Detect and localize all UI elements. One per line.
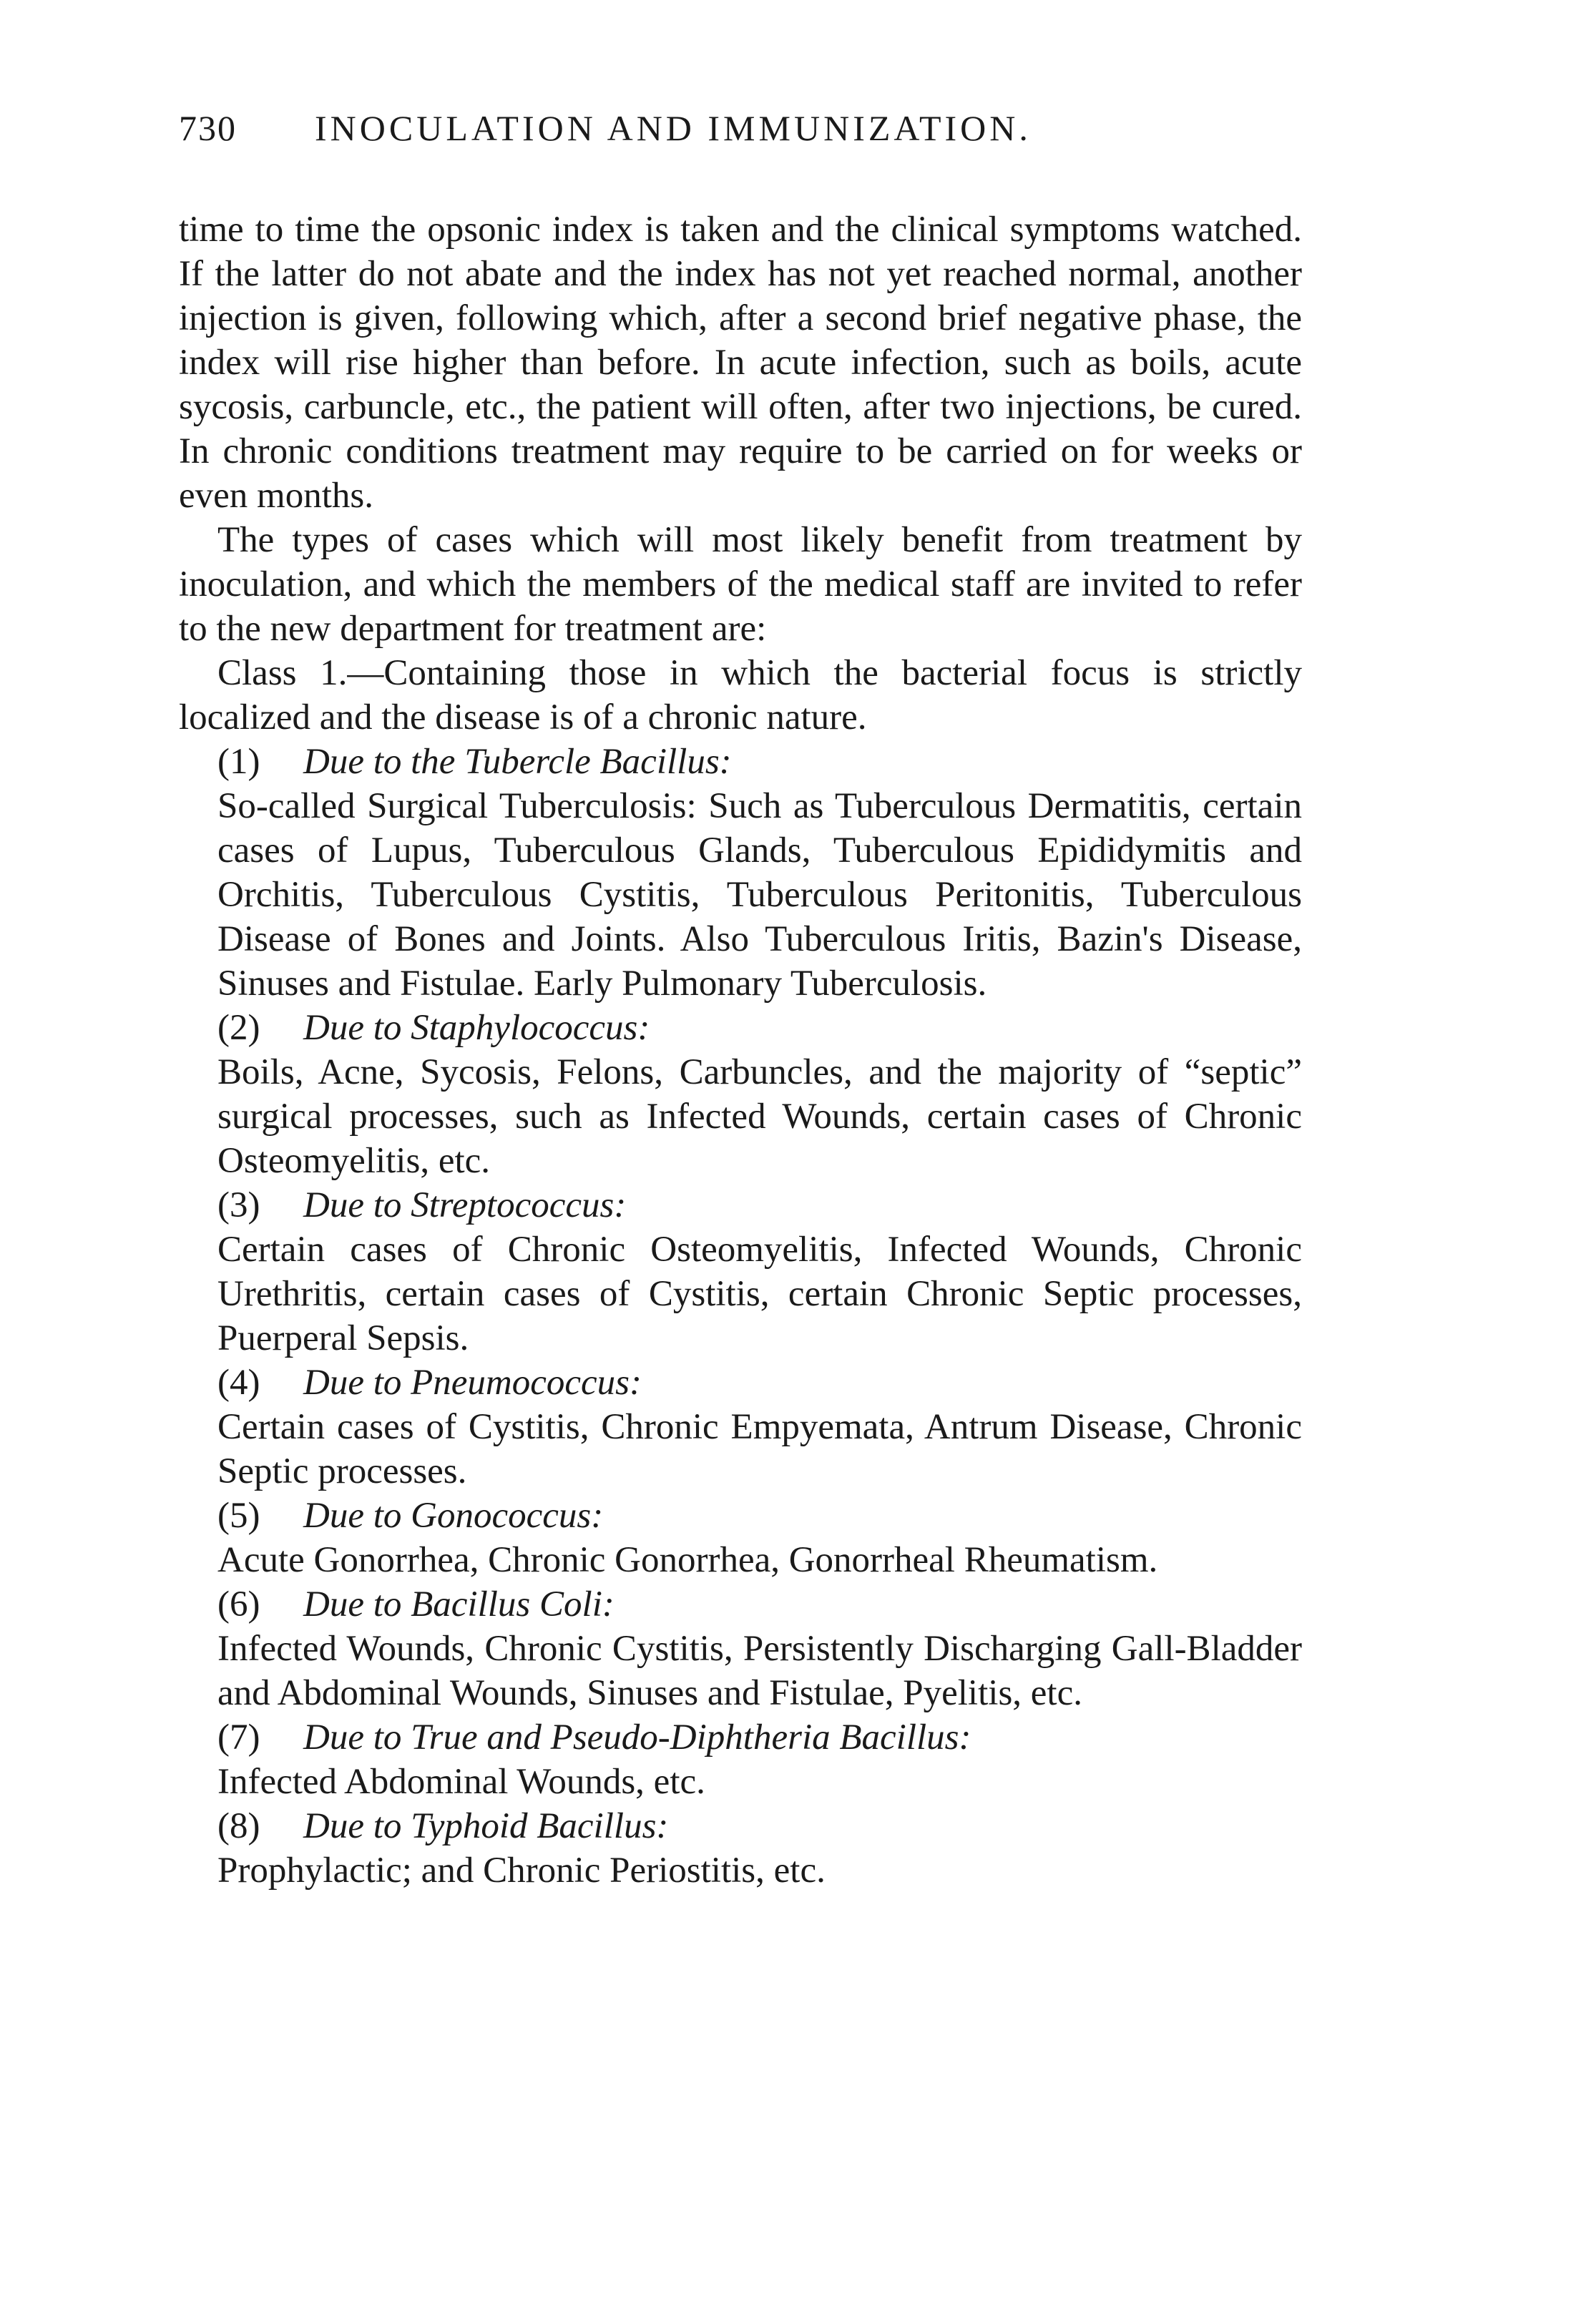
cause-heading [179,1183,1302,1227]
cause-title: Due to Staphylococcus: [303,1008,650,1048]
cause-2 [179,1006,1302,1183]
cause-number: (8) [217,1806,260,1846]
paragraph-types-of-cases: The types of cases which will most likely benefit from treatment by inoculation, and which the members of the medical staff are invited to refer to the new department for treatment are: [179,520,1302,649]
cause-3 [179,1183,1302,1361]
class-1-intro: Class 1.—Containing those in which the bacterial focus is strictly localized and the disease is of a chronic nature. [179,653,1302,737]
cause-body: Acute Gonorrhea, Chronic Gonorrhea, Gonorrheal Rheumatism. [217,1540,1158,1580]
cause-body: Certain cases of Cystitis, Chronic Empyemata, Antrum Disease, Chronic Septic processes. [217,1407,1302,1491]
cause-title: Due to Streptococcus: [303,1185,627,1225]
cause-number: (2) [217,1008,260,1048]
cause-body: So-called Surgical Tuberculosis: Such as Tuberculous Dermatitis, certain cases of Lupus, Tuberculous Glands, Tuberculous Epididymitis and Orchitis, Tuberculous Cystitis, Tuberculous Peritonitis, Tuberculous Disease of Bones and Joints. Also Tuberculous Iritis, Bazin's Disease, Sinuses and Fistulae. Early Pulmonary Tuberculosis. [217,786,1302,1004]
cause-1 [179,740,1302,1006]
cause-7 [179,1715,1302,1804]
cause-title: Due to Pneumococcus: [303,1363,642,1403]
cause-heading [179,1361,1302,1405]
cause-number: (7) [217,1717,260,1758]
cause-heading [179,1715,1302,1760]
cause-heading [179,1006,1302,1050]
cause-body: Certain cases of Chronic Osteomyelitis, Infected Wounds, Chronic Urethritis, certain cases of Cystitis, certain Chronic Septic processes, Puerperal Sepsis. [217,1230,1302,1358]
cause-body: Infected Wounds, Chronic Cystitis, Persistently Discharging Gall-Bladder and Abdominal Wounds, Sinuses and Fistulae, Pyelitis, etc. [217,1629,1302,1713]
cause-title: Due to Gonococcus: [303,1496,604,1536]
cause-6 [179,1582,1302,1715]
cause-heading [179,1582,1302,1627]
cause-number: (4) [217,1363,260,1403]
page-number: 730 [179,108,237,148]
cause-title: Due to the Tubercle Bacillus: [303,742,732,782]
running-head [179,107,1302,165]
cause-title: Due to Bacillus Coli: [303,1584,615,1624]
cause-heading [179,1494,1302,1538]
cause-number: (6) [217,1584,260,1624]
cause-title: Due to True and Pseudo-Diphtheria Bacillus: [303,1717,971,1758]
paragraph-continuation: time to time the opsonic index is taken and the clinical symptoms watched. If the latter do not abate and the index has not yet reached normal, another injection is given, following which, after a second brief negative phase, the index will rise higher than before. In acute infection, such as boils, acute sycosis, carbuncle, etc., the patient will often, after two injections, be cured. In chronic conditions treatment may require to be carried on for weeks or even months. [179,210,1302,516]
cause-body: Prophylactic; and Chronic Periostitis, etc. [217,1851,826,1891]
cause-number: (3) [217,1185,260,1225]
running-title: INOCULATION AND IMMUNIZATION. [315,108,1032,148]
cause-4 [179,1361,1302,1494]
cause-heading [179,1804,1302,1848]
cause-number: (5) [217,1496,260,1536]
cause-title: Due to Typhoid Bacillus: [303,1806,669,1846]
cause-body: Boils, Acne, Sycosis, Felons, Carbuncles, and the majority of “septic” surgical processes, such as Infected Wounds, certain cases of Chronic Osteomyelitis, etc. [217,1052,1302,1181]
cause-body: Infected Abdominal Wounds, etc. [217,1762,705,1802]
cause-8 [179,1804,1302,1893]
body-text [179,207,1302,1893]
book-page [179,107,1302,1893]
cause-5 [179,1494,1302,1582]
cause-heading [179,740,1302,784]
cause-number: (1) [217,742,260,782]
